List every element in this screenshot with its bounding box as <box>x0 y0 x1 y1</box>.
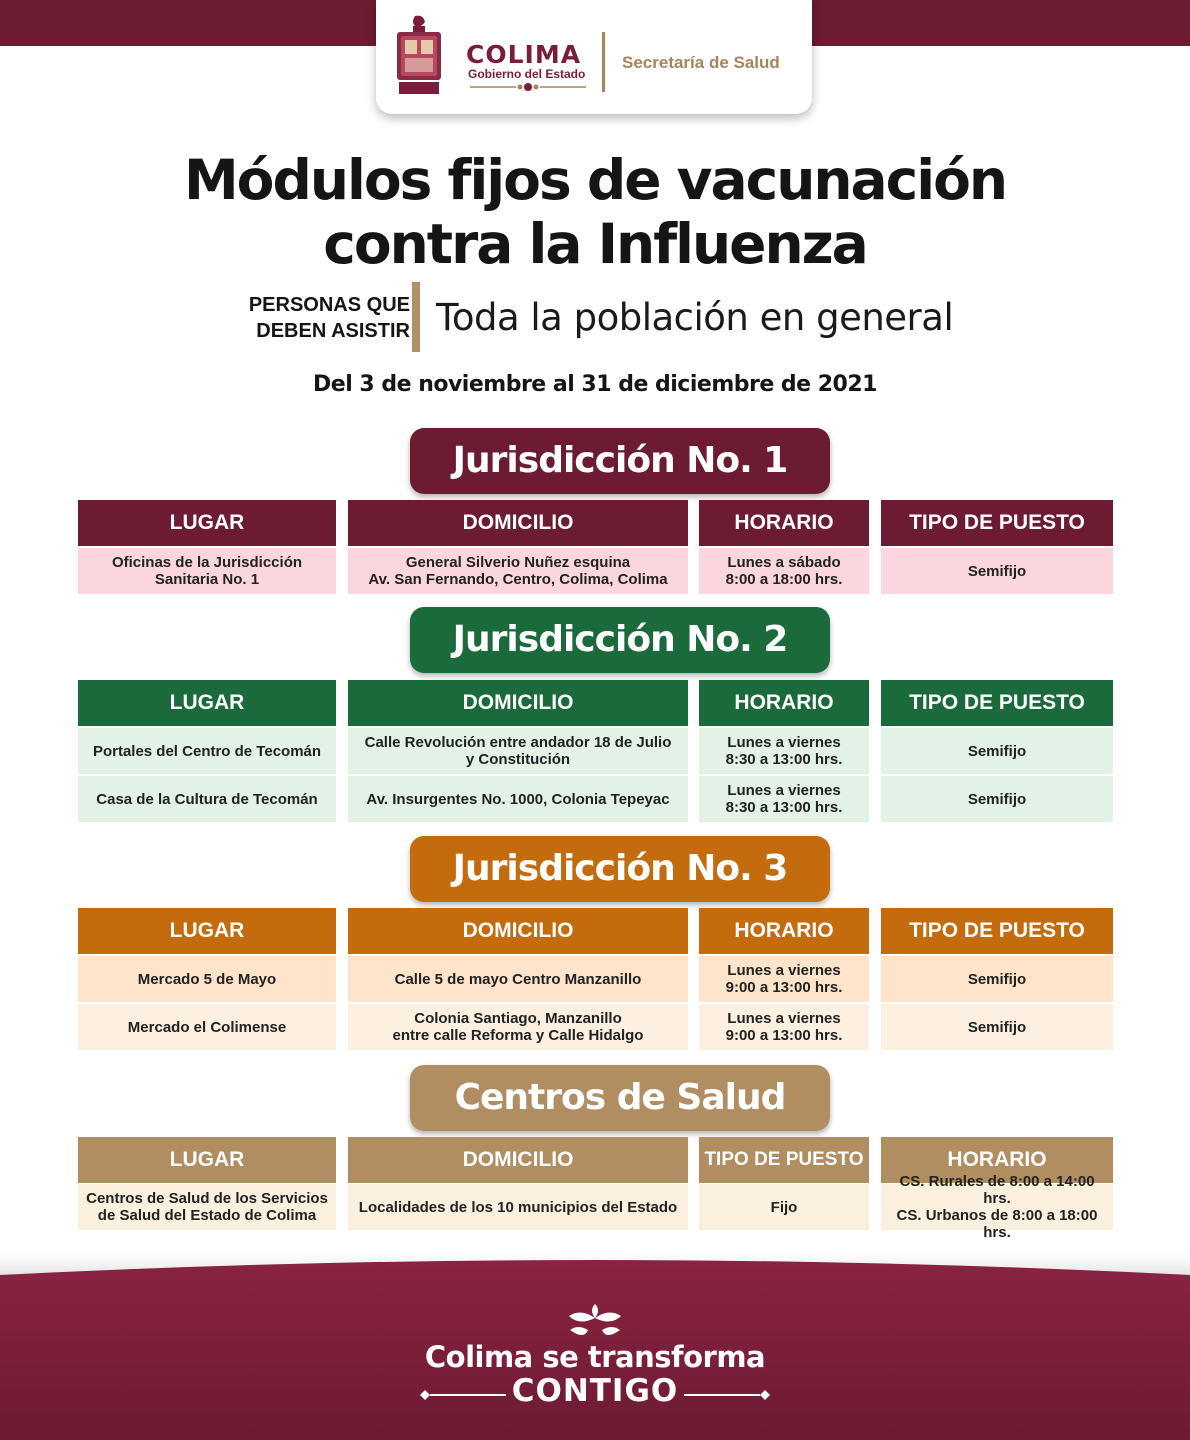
floral-ornament-icon <box>560 1300 630 1344</box>
table-cell-tipo: Semifijo <box>881 776 1113 822</box>
title-line-2: contra la Influenza <box>323 212 867 276</box>
table-cell-lugar: Casa de la Cultura de Tecomán <box>78 776 336 822</box>
audience-label <box>210 292 410 344</box>
table-cell-lugar: Portales del Centro de Tecomán <box>78 728 336 774</box>
audience-label-line-2: DEBEN ASISTIR <box>256 320 410 342</box>
table-cell-tipo: Semifijo <box>881 548 1113 594</box>
table-cell-tipo: CS. Rurales de 8:00 a 14:00 hrs. CS. Urbanos de 8:00 a 18:00 hrs. <box>881 1184 1113 1230</box>
table-cell-domicilio: Calle Revolución entre andador 18 de Julio y Constitución <box>348 728 688 774</box>
section-title: Centros de Salud <box>410 1065 830 1131</box>
right-line-ornament-icon <box>682 1388 772 1402</box>
date-range: Del 3 de noviembre al 31 de diciembre de 2021 <box>313 372 877 397</box>
slogan-line-1: Colima se transforma <box>424 1340 766 1374</box>
table-cell-domicilio: Calle 5 de mayo Centro Manzanillo <box>348 956 688 1002</box>
secretaria-label: Secretaría de Salud <box>622 53 780 72</box>
section-title: Jurisdicción No. 3 <box>410 836 830 902</box>
column-header: TIPO DE PUESTO <box>881 908 1113 954</box>
table-cell-tipo: Semifijo <box>881 956 1113 1002</box>
table-cell-tipo: Semifijo <box>881 1004 1113 1050</box>
column-header: HORARIO <box>699 908 869 954</box>
audience-value: Toda la población en general <box>436 296 954 339</box>
column-header: DOMICILIO <box>348 680 688 726</box>
table-cell-domicilio: Colonia Santiago, Manzanillo entre calle Reforma y Calle Hidalgo <box>348 1004 688 1050</box>
table-cell-horario: Fijo <box>699 1184 869 1230</box>
column-header: LUGAR <box>78 500 336 546</box>
logo-divider <box>602 32 605 92</box>
page-title <box>120 148 1070 276</box>
brand-subtitle: Gobierno del Estado <box>468 67 586 81</box>
table-cell-horario: Lunes a viernes 9:00 a 13:00 hrs. <box>699 956 869 1002</box>
brand-name: COLIMA <box>466 40 582 69</box>
table-cell-lugar: Mercado 5 de Mayo <box>78 956 336 1002</box>
table-cell-lugar: Mercado el Colimense <box>78 1004 336 1050</box>
table-cell-horario: Lunes a viernes 9:00 a 13:00 hrs. <box>699 1004 869 1050</box>
column-header: TIPO DE PUESTO <box>881 680 1113 726</box>
table-cell-lugar: Oficinas de la Jurisdicción Sanitaria No. 1 <box>78 548 336 594</box>
column-header: HORARIO <box>881 1137 1113 1183</box>
column-header: HORARIO <box>699 500 869 546</box>
column-header: HORARIO <box>699 680 869 726</box>
audience-label-line-1: PERSONAS QUE <box>248 294 410 316</box>
table-cell-horario: Lunes a viernes 8:30 a 13:00 hrs. <box>699 728 869 774</box>
column-header: LUGAR <box>78 908 336 954</box>
column-header: TIPO DE PUESTO <box>699 1137 869 1183</box>
column-header: DOMICILIO <box>348 500 688 546</box>
audience-divider <box>412 282 420 352</box>
table-cell-lugar: Centros de Salud de los Servicios de Salud del Estado de Colima <box>78 1184 336 1230</box>
column-header: LUGAR <box>78 1137 336 1183</box>
table-cell-domicilio: Localidades de los 10 municipios del Estado <box>348 1184 688 1230</box>
table-cell-domicilio: Av. Insurgentes No. 1000, Colonia Tepeyac <box>348 776 688 822</box>
column-header: TIPO DE PUESTO <box>881 500 1113 546</box>
section-title: Jurisdicción No. 1 <box>410 428 830 494</box>
section-title: Jurisdicción No. 2 <box>410 607 830 673</box>
column-header: DOMICILIO <box>348 908 688 954</box>
colima-coat-of-arms-icon <box>393 14 445 96</box>
title-line-1: Módulos fijos de vacunación <box>183 148 1007 212</box>
table-cell-horario: Lunes a sábado 8:00 a 18:00 hrs. <box>699 548 869 594</box>
slogan-line-2: CONTIGO <box>511 1373 679 1409</box>
table-cell-horario: Lunes a viernes 8:30 a 13:00 hrs. <box>699 776 869 822</box>
ornament-icon <box>466 81 590 93</box>
table-cell-domicilio: General Silverio Nuñez esquina Av. San Fernando, Centro, Colima, Colima <box>348 548 688 594</box>
column-header: DOMICILIO <box>348 1137 688 1183</box>
column-header: LUGAR <box>78 680 336 726</box>
table-cell-tipo: Semifijo <box>881 728 1113 774</box>
